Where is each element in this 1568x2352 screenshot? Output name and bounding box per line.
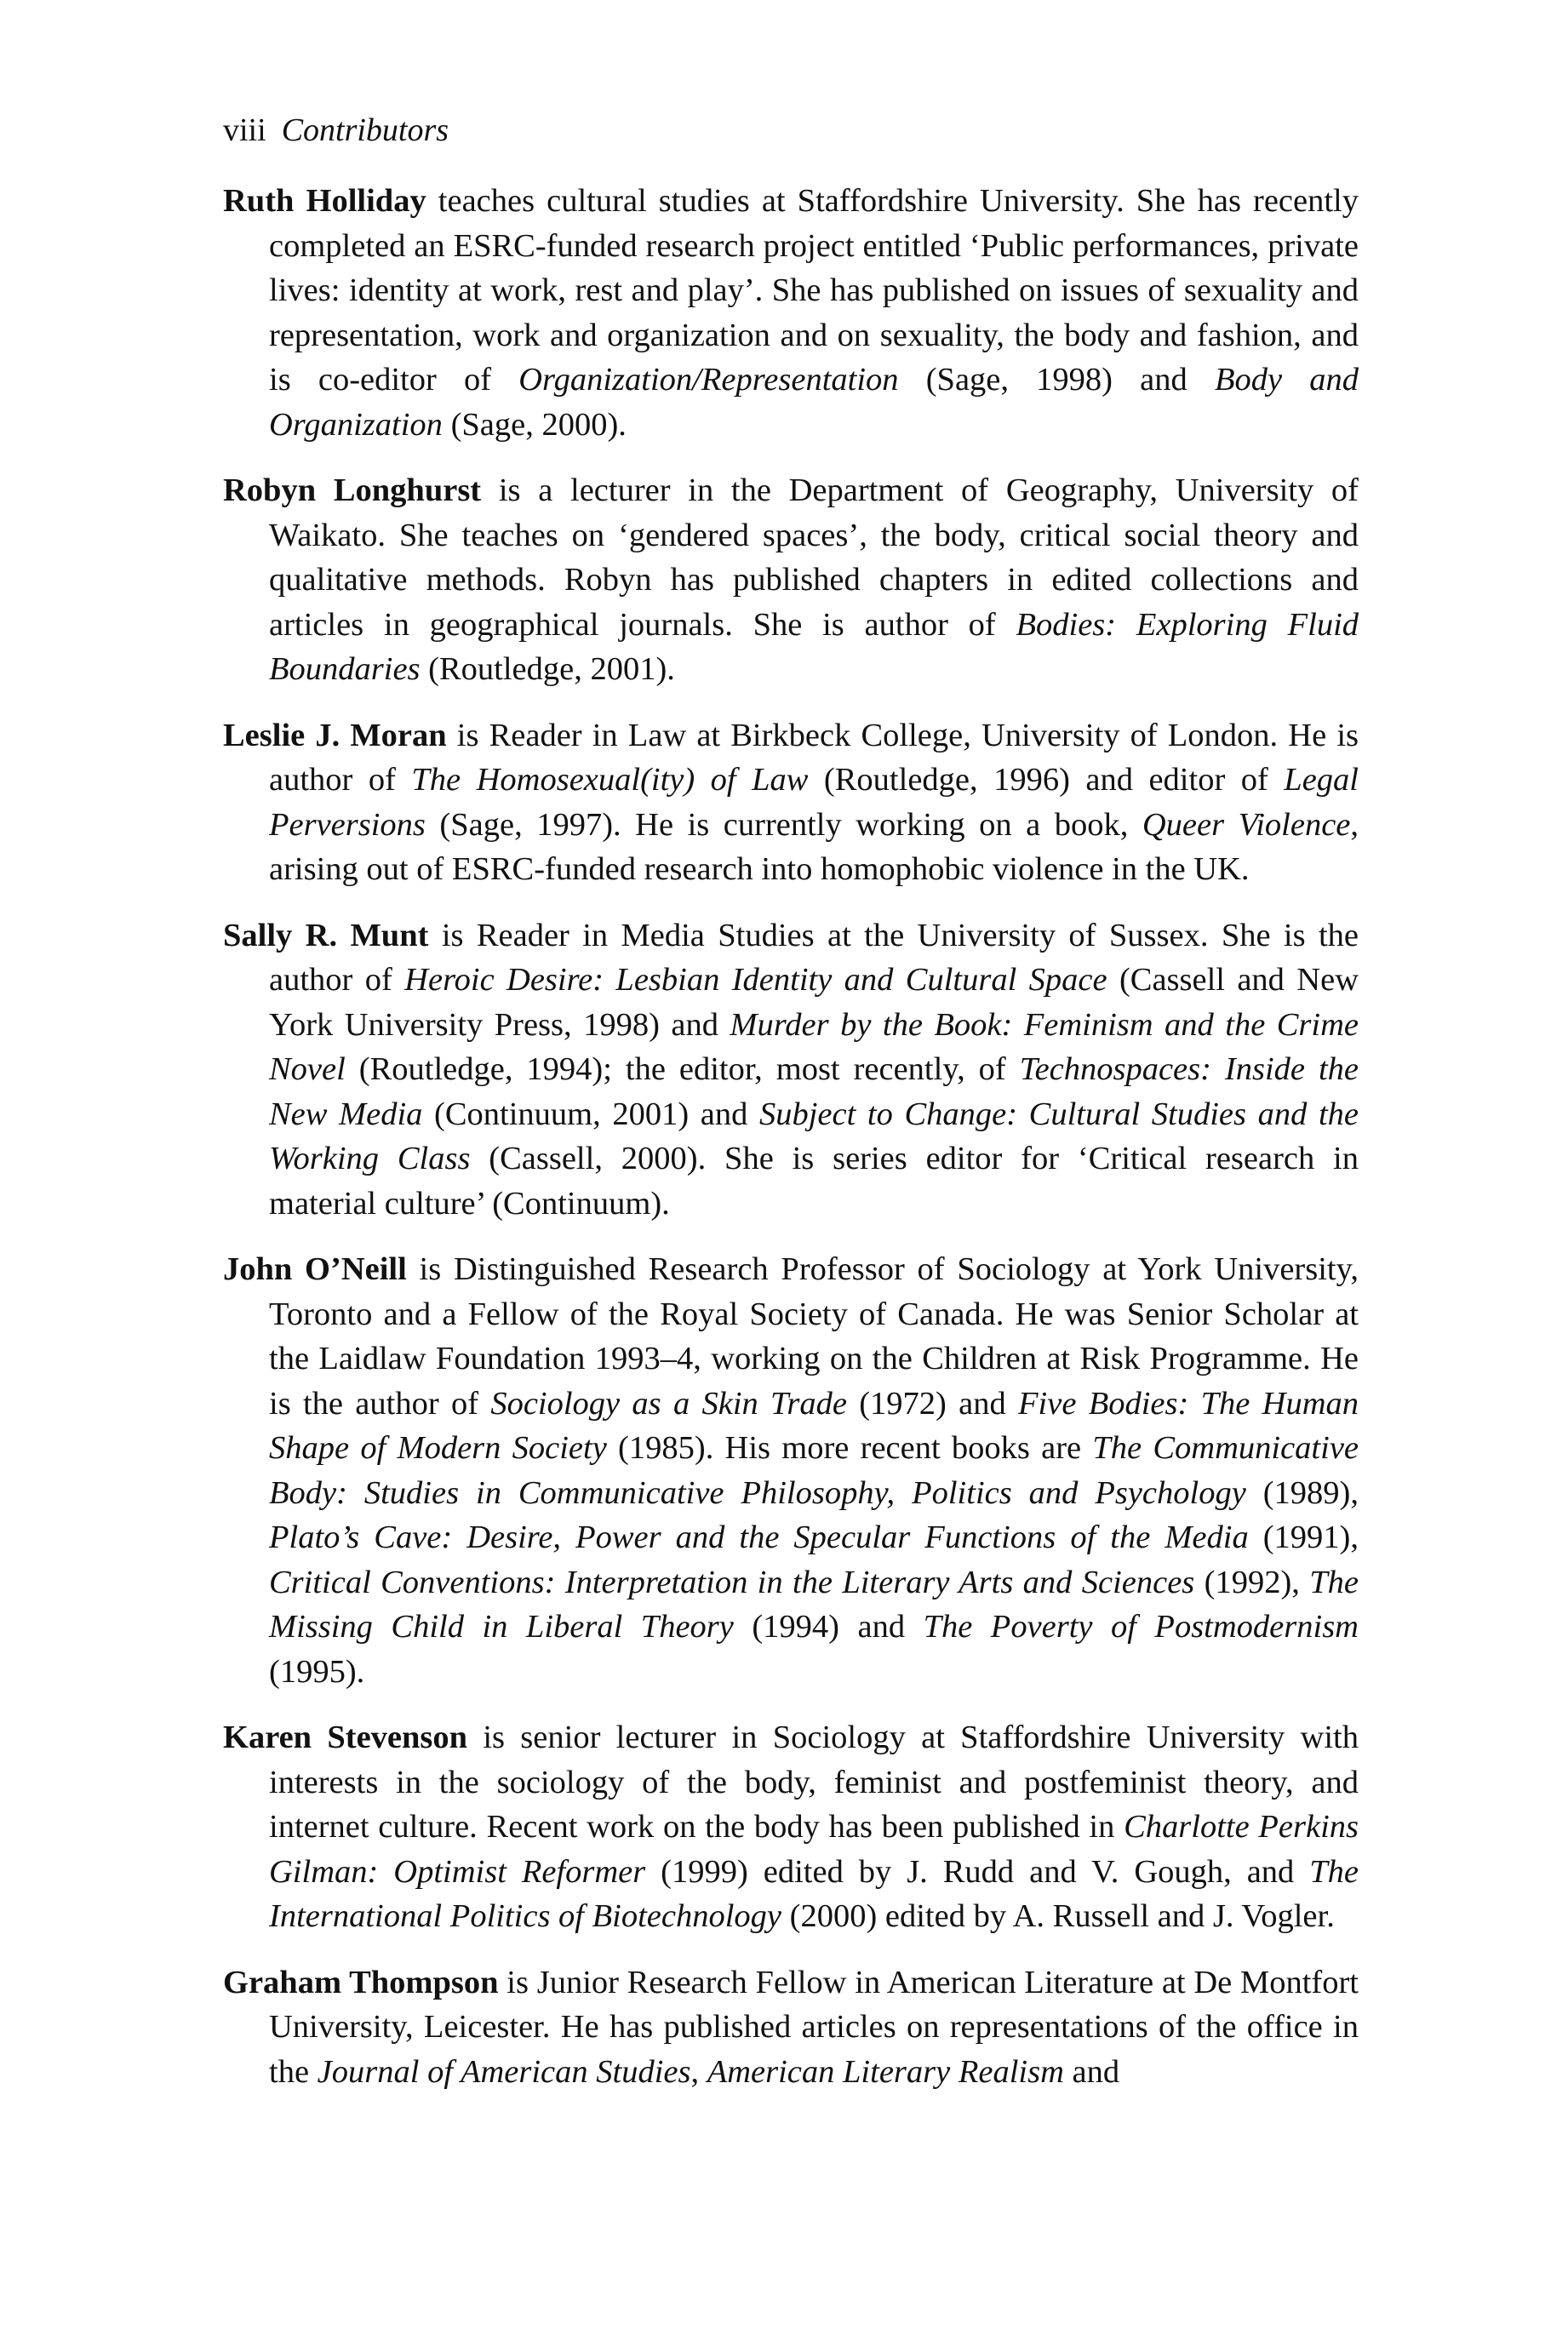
contributor-name: Karen Stevenson [223, 1720, 468, 1755]
book-title: The Homosexual(ity) of Law [411, 762, 809, 798]
contributor-name: Ruth Holliday [223, 183, 426, 219]
contributor-name: Leslie J. Moran [223, 717, 447, 753]
book-title: The Poverty of Postmodernism [923, 1609, 1359, 1645]
contributor-name: Robyn Longhurst [223, 472, 482, 508]
book-title: Body and Organization [269, 362, 1359, 443]
book-title: Subject to Change: Cultural Studies and the Working Class [269, 1096, 1359, 1176]
journal-title: Journal of American Studies [317, 2053, 691, 2090]
book-title: Legal Perversions [269, 762, 1359, 843]
book-title: Bodies: Exploring Fluid Boundaries [269, 606, 1359, 687]
contributor-entry: Sally R. Munt is Reader in Media Studies at the University of Sussex. She is the author of Heroic Desire: Lesbian Identity and Cultural Space (Cassell and New York University Press, 1998) and Murder by the Book: Feminism and the Crime Novel (Routledge, 1994); the editor, most recently, of Technospaces: Inside the New Media (Continuum, 2001) and Subject to Change: Cultural Studies and the Working Class (Cassell, 2000). She is series editor for ‘Critical research in material culture’ (Continuum). [223, 917, 1359, 1222]
contributor-entry: Graham Thompson is Junior Research Fellow in American Literature at De Montfort University, Leicester. He has published articles on representations of the office in the Journal of American Studies, American Literary Realism and [223, 1964, 1359, 2090]
contributor-name: Graham Thompson [223, 1964, 499, 2000]
contributor-name: Sally R. Munt [223, 917, 429, 953]
contributor-entry: Robyn Longhurst is a lecturer in the Department of Geography, University of Waikato. She teaches on ‘gendered spaces’, the body, critical social theory and qualitative methods. Robyn has published chapters in edited collections and articles in geographical journals. She is author of Bodies: Exploring Fluid Boundaries (Routledge, 2001). [223, 472, 1359, 687]
book-title: Murder by the Book: Feminism and the Crime Novel [269, 1006, 1359, 1087]
contributor-list [223, 179, 1359, 2115]
section-title: Contributors [281, 112, 449, 148]
book-title: Sociology as a Skin Trade [490, 1385, 847, 1422]
journal-title: American Literary Realism [707, 2053, 1064, 2090]
book-title: Five Bodies: The Human Shape of Modern Society [269, 1385, 1359, 1466]
book-title: The International Politics of Biotechnology [269, 1853, 1359, 1934]
contributor-entry: Leslie J. Moran is Reader in Law at Birkbeck College, University of London. He is author of The Homosexual(ity) of Law (Routledge, 1996) and editor of Legal Perversions (Sage, 1997). He is currently working on a book, Queer Violence, arising out of ESRC-funded research into homophobic violence in the UK. [223, 717, 1359, 887]
contributor-entry: John O’Neill is Distinguished Research Professor of Sociology at York University, Toronto and a Fellow of the Royal Society of Canada. He was Senior Scholar at the Laidlaw Foundation 1993–4, working on the Children at Risk Programme. He is the author of Sociology as a Skin Trade (1972) and Five Bodies: The Human Shape of Modern Society (1985). His more recent books are The Communicative Body: Studies in Communicative Philosophy, Politics and Psychology (1989), Plato’s Cave: Desire, Power and the Specular Functions of the Media (1991), Critical Conventions: Interpretation in the Literary Arts and Sciences (1992), The Missing Child in Liberal Theory (1994) and The Poverty of Postmodernism (1995). [223, 1251, 1359, 1690]
running-head [223, 109, 449, 152]
page-number: viii [223, 112, 266, 148]
book-title: The Communicative Body: Studies in Communicative Philosophy, Politics and Psychology [269, 1430, 1359, 1511]
book-title: Critical Conventions: Interpretation in the Literary Arts and Sciences [269, 1564, 1195, 1600]
contributor-entry: Karen Stevenson is senior lecturer in Sociology at Staffordshire University with interests in the sociology of the body, feminist and postfeminist theory, and internet culture. Recent work on the body has been published in Charlotte Perkins Gilman: Optimist Reformer (1999) edited by J. Rudd and V. Gough, and The International Politics of Biotechnology (2000) edited by A. Russell and J. Vogler. [223, 1720, 1359, 1934]
contributor-name: John O’Neill [223, 1251, 407, 1287]
book-title: Heroic Desire: Lesbian Identity and Cultural Space [404, 962, 1107, 998]
book-title: Technospaces: Inside the New Media [269, 1051, 1359, 1132]
book-title: Charlotte Perkins Gilman: Optimist Reformer [269, 1809, 1359, 1890]
contributor-entry: Ruth Holliday teaches cultural studies at Staffordshire University. She has recently completed an ESRC-funded research project entitled ‘Public performances, private lives: identity at work, rest and play’. She has published on issues of sexuality and representation, work and organization and on sexuality, the body and fashion, and is co-editor of Organization/Representation (Sage, 1998) and Body and Organization (Sage, 2000). [223, 183, 1359, 443]
book-title: Queer Violence [1142, 806, 1351, 843]
book-title: Plato’s Cave: Desire, Power and the Specular Functions of the Media [269, 1519, 1249, 1555]
book-title: The Missing Child in Liberal Theory [269, 1564, 1359, 1645]
book-title: Organization/Representation [518, 362, 899, 398]
